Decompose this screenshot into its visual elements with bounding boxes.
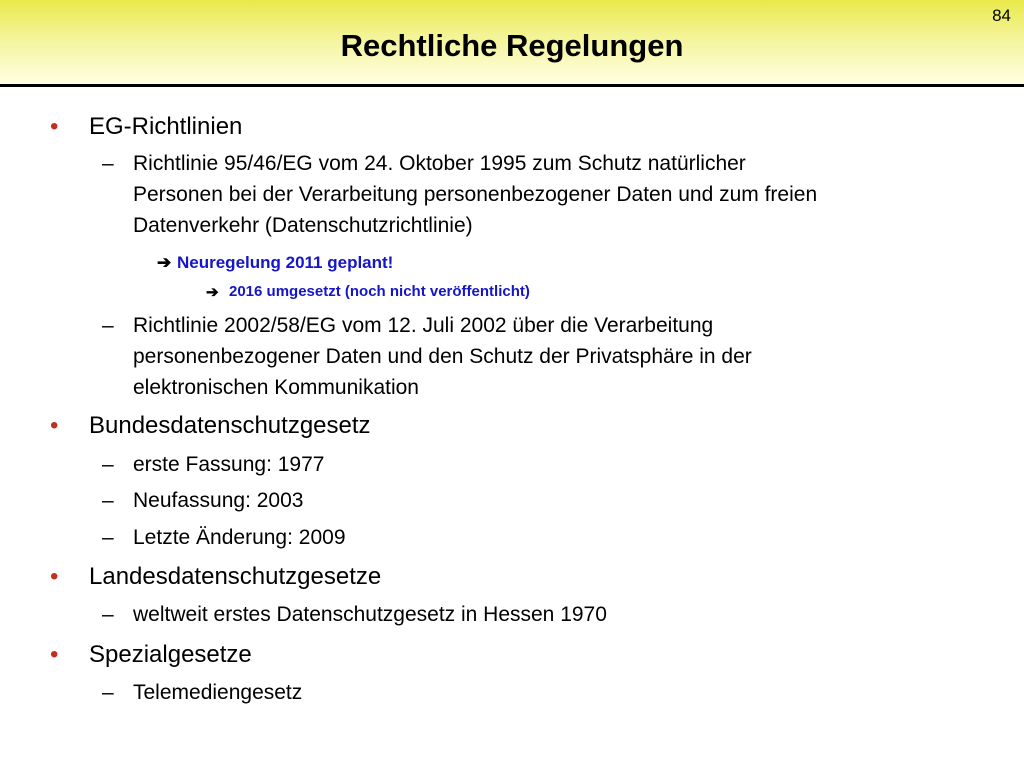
list-item <box>133 677 302 708</box>
highlight-note: Neuregelung 2011 geplant! <box>177 253 394 272</box>
list-item <box>133 522 346 553</box>
section-heading: EG-Richtlinien <box>89 113 243 140</box>
dash-symbol: – <box>102 603 114 626</box>
dash-symbol: – <box>102 152 114 175</box>
section-heading: Landesdatenschutzgesetze <box>89 563 382 590</box>
arrow-right-icon: ➔ <box>157 253 172 272</box>
bullet-symbol: • <box>50 113 59 140</box>
arrow-right-icon: ➔ <box>206 284 219 301</box>
list-item <box>133 599 607 630</box>
item-line: personenbezogener Daten und den Schutz der Privatsphäre in der <box>133 345 752 368</box>
dash-symbol: – <box>102 453 114 476</box>
list-item <box>133 310 752 403</box>
list-item <box>133 148 817 241</box>
item-line: elektronischen Kommunikation <box>133 376 419 399</box>
item-line: Letzte Änderung: 2009 <box>133 526 346 549</box>
page-number: 84 <box>992 6 1011 25</box>
item-line: Personen bei der Verarbeitung personenbezogener Daten und zum freien <box>133 183 818 206</box>
bullet-symbol: • <box>50 641 59 668</box>
item-line: erste Fassung: 1977 <box>133 453 325 476</box>
bullet-symbol: • <box>50 412 59 439</box>
dash-symbol: – <box>102 526 114 549</box>
item-line: Telemediengesetz <box>133 681 303 704</box>
list-item <box>133 449 324 480</box>
highlight-subnote: 2016 umgesetzt (noch nicht veröffentlicht) <box>229 283 530 300</box>
dash-symbol: – <box>102 489 114 512</box>
bullet-symbol: • <box>50 563 59 590</box>
item-line: Richtlinie 2002/58/EG vom 12. Juli 2002 über die Verarbeitung <box>133 314 714 337</box>
item-line: Datenverkehr (Datenschutzrichtlinie) <box>133 214 473 237</box>
item-line: Richtlinie 95/46/EG vom 24. Oktober 1995 zum Schutz natürlicher <box>133 152 746 175</box>
list-item <box>133 485 303 516</box>
slide-title: Rechtliche Regelungen <box>340 28 684 63</box>
section-heading: Bundesdatenschutzgesetz <box>89 412 371 439</box>
section-heading: Spezialgesetze <box>89 641 252 668</box>
item-line: weltweit erstes Datenschutzgesetz in Hessen 1970 <box>133 603 607 626</box>
dash-symbol: – <box>102 681 114 704</box>
item-line: Neufassung: 2003 <box>133 489 304 512</box>
dash-symbol: – <box>102 314 114 337</box>
